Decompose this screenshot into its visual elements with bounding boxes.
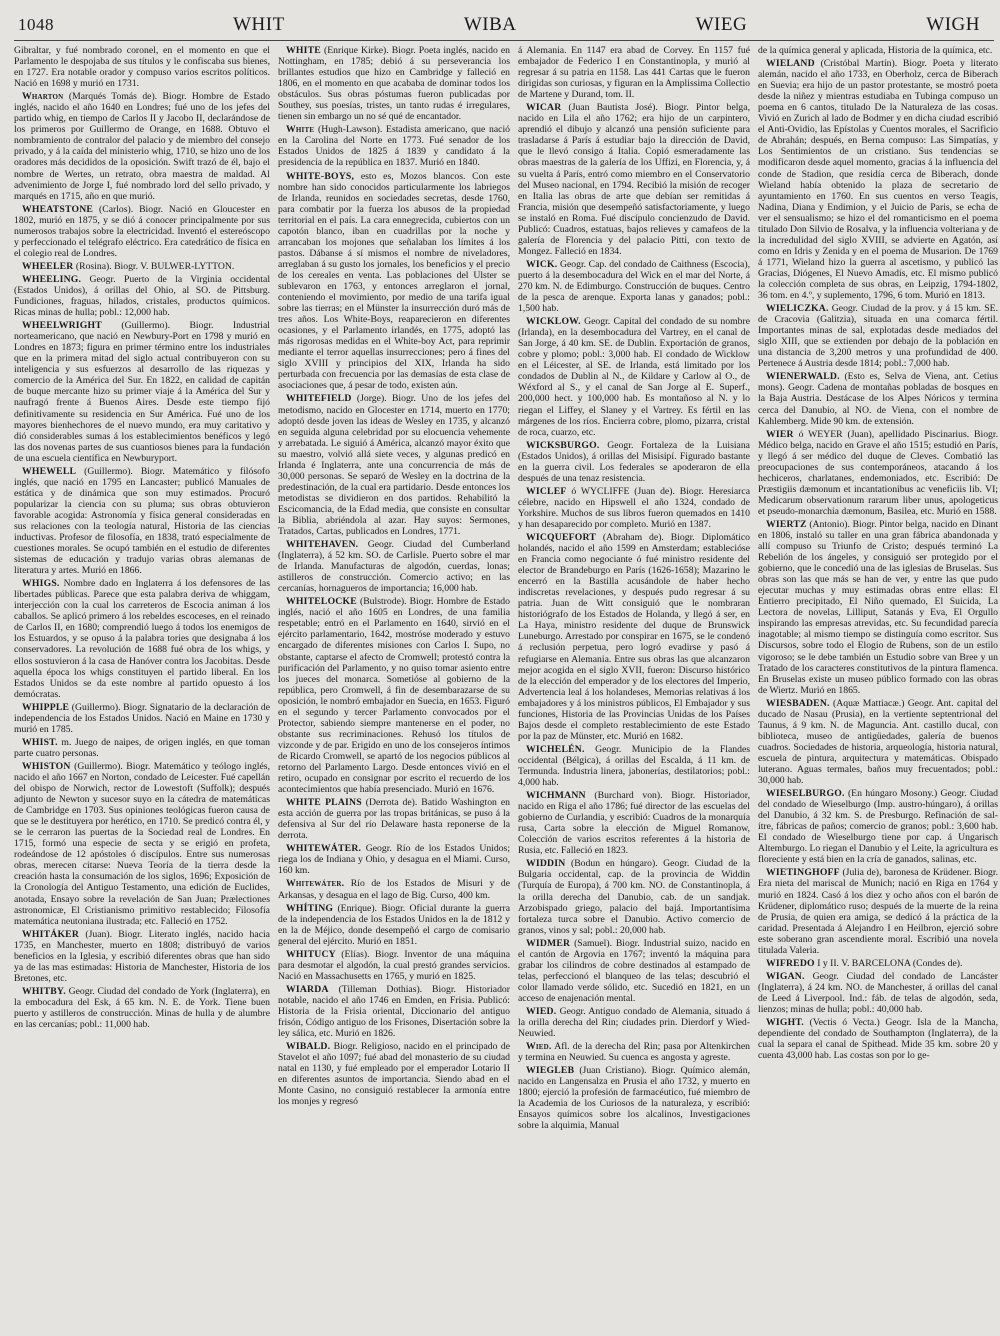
guide-word-3: WIEG <box>695 14 748 35</box>
entry-headword: WHITEWÁTER. <box>286 843 362 855</box>
entry-headword: WIETINGHOFF <box>766 867 840 879</box>
entry-headword: WHITE PLAINS <box>286 797 362 809</box>
entry <box>518 1041 750 1063</box>
entry <box>518 938 750 1004</box>
entry-headword: WIER <box>766 428 794 440</box>
entry <box>14 466 270 576</box>
entry-headword: WIDDIN <box>526 858 566 870</box>
entry-text: (Hugh-Lawson). Estadista americano, que nació en la Carolina del Norte en 1773. Fué senador de los Estados Unidos de 1825 á 1839 y candidato á la presidencia de la república en 1837. Murió en 1840. <box>278 124 510 169</box>
entry <box>758 303 998 369</box>
entry <box>14 761 270 927</box>
entry-text: (Samuel). Biogr. Industrial suizo, nacido en el cantón de Argovia en 1767; inventó la máquina para grabar los cilindros de cobre destinados al estampado de telas, perfeccionó el blanqueo de las telas; descubrió el color llamado verde sólido, etc. Sucedió en 1821, en un acceso de enajenación mental. <box>518 937 750 1004</box>
entry-headword: WHEWELL <box>22 465 77 477</box>
entry-headword: WHÍTING <box>286 902 334 914</box>
entry <box>14 45 270 89</box>
entry-headword: WHITÁKER <box>22 928 80 940</box>
entry-headword: WICKLOW. <box>526 316 581 328</box>
entry <box>518 1006 750 1039</box>
entry-text: (Juan Cristiano). Biogr. Químico alemán, nacido en Langensalza en Prusia el año 1732, y muerto en 1800; ejerció la profesión de farmacéutico, fué miembro de la Academia de los Curiosos de la naturaleza, y escribió: Ensayos químicos sobre los alcalinos, Investigaciones sobre la alquimia, Manual <box>518 1065 750 1132</box>
entry-headword: WHEELING. <box>22 273 82 285</box>
entry <box>518 532 750 742</box>
entry-headword: WHITEFIELD <box>286 393 352 405</box>
entry-text: (Julia de), baronesa de Krüdener. Biogr. Era nieta del mariscal de Munich; nació en Riga en 1764 y murió en 1824. Casó á los diez y ocho años con el barón de Krüdener, diplomático ruso; después de la muerte de la reina de Prusia, de quien era amiga, se dedicó á la práctica de la caridad. Presentada á Alejandro I en Heilbron, ejerció sobre este soberano gran ascendiente moral. Escribió una novela titulada Valeria. <box>758 867 998 956</box>
guide-word-1: WHIT <box>233 14 285 35</box>
entry <box>758 519 998 696</box>
entry-headword: WIBALD. <box>286 1041 331 1053</box>
running-header <box>14 14 994 38</box>
entry-headword: WHISTON <box>22 760 71 772</box>
entry-text: ó WYCLIFFE (Juan de). Biogr. Heresiarca célebre, nacido en Hipswell el año 1324, condado de Yorkshire. Muchos de sus libros fueron quemados en 1410 y han desaparecido por completo. Murió en 1387. <box>518 485 750 530</box>
entry <box>278 171 510 392</box>
entry-headword: WIENERWALD. <box>766 371 840 383</box>
entry-text: (Tilleman Dothias). Biogr. Historiador notable, nacido el año 1746 en Emden, en Frisia. Publicó: Historia de la Frisia oriental, Diccionario del antiguo frisón, Código antiguo de los Frisones, Disertación sobre la ley sálica, etc. Murió en 1826. <box>278 983 510 1040</box>
entry-text: Gibraltar, y fué nombrado coronel, en el momento en que el Parlamento le despojaba de sus títulos y le confiscaba sus bienes, en 1727. Era notable orador y compuso varios escritos políticos. Nació en 1698 y murió en 1731. <box>14 45 270 90</box>
entry-text: (Derrota de). Batido Washington en esta acción de guerra por las tropas británicas, se puso á la defensiva al Sur del río Delaware hasta reponerse de la derrota. <box>278 797 510 842</box>
entry-text: (En húngaro Mosony.) Geogr. Ciudad del condado de Wieselburgo (Imp. austro-húngaro), á orillas del Danubio, á 32 km. S. de Presburgo. Refinación de sal-ítre, fábricas de paños; comercio de granos; pobl.: 3,600 hab. El condado de Wieselburgo tiene por cap. á Ungarisch Altemburgo. Lo riegan el Danubio y el Leite, la agricultura es floreciente y está bien en la cría de ganados, salinas, etc. <box>758 788 998 866</box>
entry-text: esto es, Mozos blancos. Con este nombre han sido conocidos particularmente los labriegos de Irlanda, reunidos en sociedades secretas, desde 1760, para combatir por la fuerza los abusos de la propiedad territorial en el país. La cara ennegrecida, cubiertos con un capotón blanco, iban en cuadrillas por la noche y arrancaban los mojones que señalaban los límites á los pastos. Dábanse á sí mismos el nombre de niveladores, arreglaban á su gusto los jornales, los beneficios y el precio de los cereales en venta. Las poblaciones del Ulster se sublevaron en 1763, y entonces arreglaron el jornal, conteniendo el movimiento, por medio de una tarifa igual sobre las tierras; en el Münster la insurrección duró más de tres años. Los White-Boys, reaparecieron en diferentes ocasiones, y el Parlamento irlandés, en 1775, adoptó las más rigorosas medidas en el White-boy Act, para reprimir mediante el terror aquellas insurrecciones; pero á fines del siglo XVIII y principios del XIX, Irlanda ha sido perturbada con frecuencia por las demasías de esta clase de asociaciones que, á pesar de todo, existen aún. <box>278 170 510 392</box>
entry-text: Geogr. Ciudad del condado de York (Inglaterra), en la embocadura del Esk, á 65 km. N. E. de York. Tiene buen puerto y astilleros de construcción. Minas de hulla y de alumbre en las cercanías; pobl.: 11,000 hab. <box>14 985 270 1031</box>
entry-text: (Guillermo). Biogr. Matemático y teólogo inglés, nacido el año 1667 en Norton, condado de Leicester. Fué capellán del obispo de Norwich, rector de Lowestoft (Suffolk); después adjunto de Newton y sucesor suyo en la cátedra de matemáticas de Cambridge en 1703. Sus opiniones teológicas fueron causa de que se le destituyera por herético, en 1710. Se predicó contra él, y se le cerraron las puertas de la Sociedad real de Londres. En 1715, formó una especie de secta y se erigió en profeta, rodeándose de 12 apóstoles ó discípulos. Entre sus numerosas obras, merecen citarse: Nueva Teoría de la tierra desde la creación hasta la consumación de los siglos, 1696; Exposición de la Cronología del Antiguo Testamento, una edición de Euclides, anotada, Ensayo sobre la revelación de San Juan; Prælectiones astronomicæ, El Cristianismo primitivo restablecido; Filosofía matemática neutoniana ilustrada; etc. Falleció en 1752. <box>14 760 270 927</box>
entry <box>758 971 998 1015</box>
column-1 <box>14 45 270 1333</box>
entry-headword: WIERTZ <box>766 518 807 530</box>
column-4 <box>758 45 998 1333</box>
entry <box>758 788 998 865</box>
entry <box>14 91 270 201</box>
entry-text: Geogr. Ciudad del condado de Lancáster (Inglaterra), á 24 km. NO. de Manchester, á orillas del canal de Leed á Liverpool. Ind.: fáb. de telas de algodón, seda, lienzos; minas de hulla; pobl.: 40,000 hab. <box>758 970 998 1015</box>
entry <box>758 958 998 969</box>
entry-text: (Marqués Tomás de). Biogr. Hombre de Estado inglés, nacido el año 1640 en Londres; fué uno de los jefes del partido whig, en tiempo de Carlos II y Jacobo II, declarándose de los primeros por Guillermo de Orange, en 1688. Obtuvo el nombramiento de contralor del palacio y de miembro del consejo privado, y á la caída del ministerio whig, 1710, se hizo uno de los oradores más decididos de la oposición. Swift trazó de él, bajo el nombre de Wertes, un retrato, obra maestra de maldad. Al advenimiento de Jorge I, fué nombrado lord del sello privado, y marqués en 1715, año en que murió. <box>14 91 270 202</box>
entry-headword: WIGHT. <box>766 1017 804 1029</box>
entry-headword: Wied. <box>526 1041 552 1053</box>
entry <box>278 903 510 947</box>
entry-headword: WICHELÉN. <box>526 743 585 755</box>
entry <box>14 986 270 1030</box>
entry-text: Geogr. Ciudad del Cumberland (Inglaterra), á 52 km. SO. de Carlisle. Puerto sobre el mar de Irlanda. Manufacturas de algodón, cuerdas, lonas; astilleros de construcción. Comercio activo; en las cercanías, hornagueros de importancia; 16,000 hab. <box>278 539 510 595</box>
entry <box>14 578 270 700</box>
entry-text: (Enrique). Biogr. Oficial durante la guerra de la independencia de los Estados Unidos en la de 1812 y en la de Méjico, donde desempeñó el cargo de comisario general del ejército. Murió en 1851. <box>278 902 510 947</box>
entry <box>518 1065 750 1131</box>
entry <box>758 429 998 517</box>
entry-text: (Enrique Kirke). Biogr. Poeta inglés, nacido en Nottingham, en 1785; debió á su perseverancia los brillantes estudios que hizo en Cambridge y falleció en 1806, en el momento en que acababa de dominar todos los obstáculos. Sus obras póstumas fueron publicadas por Southey, sus poesías, tristes, un tanto rudas é irregulares, tienen sin embargo un no sé qué de encantador. <box>278 45 510 123</box>
entry-text: Río de los Estados de Misuri y de Arkansas, y desagua en el lago de Big. Curso, 400 km. <box>278 878 510 901</box>
entry <box>14 274 270 318</box>
entry-text: Geogr. Capital del condado de su nombre (Irlanda), en la desembocadura del Vartrey, en el canal de San Jorge, á 40 km. SE. de Dublin. Exportación de granos, cobre y plomo; pobl.: 3,000 hab. El condado de Wicklow en el Léicester, al SE. de Irlanda, está limitado por los condados de Dublin al N., de Kildare y Carlow al O., de Wéxford al S., y el canal de San Jorge al E. Superf., 200,000 hect. y 100,000 hab. Es montañoso al N. y lo riegan el Liffey, el Slaney y el Vartrey. Es fértil en las márgenes de los ríos. Encierra cobre, plomo, pizarra, cristal de roca, cuarzo, etc. <box>518 316 750 438</box>
entry-text: Afl. de la derecha del Rin; pasa por Altenkirchen y termina en Neuwied. Su cuenca es angosta y agreste. <box>518 1041 750 1064</box>
entry-text: (Guillermo). Biogr. Matemático y filósofo inglés, que nació en 1795 en Lancaster; publicó Manuales de estática y de dinámica que son muy estimados. Procuró popularizar la ciencia con su pluma; sus obras obtuvieron favorable acogida: Astronomía y física general consideradas en sus relaciones con la teología natural, Historia de las ciencias inductivas. Profesor de filosofía, en 1838, trató especialmente de cuestiones morales. Se ocupó también en el estudio de diferentes sistemas de educación y tradujo varias obras alemanas de literatura y artes. Murió en 1866. <box>14 465 270 577</box>
entry-headword: WHIGS. <box>22 578 60 590</box>
entry <box>518 102 750 257</box>
entry <box>518 259 750 314</box>
entry-headword: WICHMANN <box>526 790 586 802</box>
guide-word-2: WIBA <box>463 14 517 35</box>
entry-headword: WHITBY. <box>22 985 66 997</box>
entry-headword: WHIST. <box>22 736 58 748</box>
entry-headword: WIARDA <box>286 983 329 995</box>
entry-text: Geogr. Cap. del condado de Caithness (Escocia), puerto á la desembocadura del Wick en el mar del Norte, á 270 km. N. de Edimburgo. Construcción de buques. Centro de la pesca de arenque. Exporta lanas y ganados; pobl.: 1,500 hab. <box>518 258 750 315</box>
entry-text: Geogr. Fortaleza de la Luisiana (Estados Unidos), á orillas del Misisipí. Figurado bastante en la guerra civil. Los federales se apoderaron de ella después de una tenaz resistencia. <box>518 439 750 484</box>
entry-headword: WHEELER <box>22 260 74 272</box>
entry-headword: WIDMER <box>526 937 571 949</box>
entry <box>758 58 998 301</box>
entry-text: (Jorge). Biogr. Uno de los jefes del metodismo, nacido en Glocester en 1714, muerto en 1770; adoptó desde joven las ideas de Wesley en 1735, y alcanzó en seguida alguna celebridad por su elocuencia vehemente y arrebatada. Le siguió á América, alcanzó mayor éxito que su maestro, volvió allá siete veces, y algunas predicó en Irlanda é Inglaterra, ante una concurrencia de más de 30,000 personas. Se separó de Wesley en la doctrina de la predestinación, de la cual era partidario. Desde entonces los metodistas se dividieron en dos partidos. Rehabilitó la Escicomancia, de la Edad media, que consiste en consultar la Biblia, abriéndola al azar. Hay suyos: Sermones, Tratados, Cartas, publicados en Londres, 1771. <box>278 393 510 538</box>
entry <box>278 539 510 594</box>
entry <box>278 1041 510 1107</box>
entry-headword: WIGAN. <box>766 970 805 982</box>
entry <box>278 878 510 900</box>
text-columns <box>14 45 998 1333</box>
entry <box>278 949 510 982</box>
entry-headword: WIESBADEN. <box>766 697 830 709</box>
entry-text: Geogr. Municipio de la Flandes occidental (Bélgica), á orillas del Escalda, á 11 km. de Termunda. Industria linera, jabonerías, destilatorios; pobl.: 4,000 hab. <box>518 743 750 789</box>
entry-headword: White <box>286 124 315 136</box>
entry-text: (Guillermo). Biogr. Industrial norteamericano, que nació en Newbury-Port en 1798 y murió en Londres en 1873; figura en primer término entre los industriales que en la primera mitad del siglo actual contribuyeron con su inteligencia y sus esfuerzos al desarrollo de las riquezas y comercio de la América del Sur. En 1822, en calidad de capitán de buque mercante hizo su primer viaje á la América del Sur y naufragó frente á Buenos Aires. Desde este tiempo fijó definitivamente su residencia en Sur América. Fué uno de los mayores bienhechores de el nuevo mundo, era muy caritativo y dió considerables sumas á los establecimientos benéficos y legó las dos novenas partes de sus cuantiosos bienes para la fundación de una escuela científica en Newburyport. <box>14 320 270 464</box>
entry-text: (Vectis ó Vecta.) Geogr. Isla de la Mancha, dependiente del condado de Southampton (Inglaterra), de la cual la separa el canal de Spithead. Mide 35 km. sobre 20 y cuenta 43,000 hab. Las costas son por lo ge- <box>758 1017 998 1062</box>
entry-text: (Burchard von). Biogr. Historiador, nacido en Riga el año 1786; fué director de las escuelas del gobierno de Curlandia, y escribió: Cuadros de la monarquía rusa, Carta sobre la elección de Miguel Romanow, Colección de varios escritos referentes á la historia de Rusia, etc. Falleció en 1823. <box>518 790 750 857</box>
entry-headword: WIEGLEB <box>526 1065 575 1077</box>
entry-text: (Juan Bautista José). Biogr. Pintor belga, nacido en Lila el año 1762; era hijo de un carpintero, aprendió el dibujo y alcanzó una pensión suficiente para trasladarse á París á estudiar bajo la dirección de David, que le llevó consigo á Italia. Copió esmeradamente las obras maestras de la galería de los Uffizi, en Florencia, y, á su vuelta á París, entró como miembro en el Conservatorio del Museo nacional, en 1794. Recibió la misión de recoger en Italia las obras de arte que debían ser remitidas á Francia, misión que desempeñó satisfactoriamente, y luego se instaló en Roma. Fué discípulo concienzudo de David. Publicó: Cuadros, estatuas, bajos relieves y camafeos de la galería de Florencia y del palacio Pitti, con texto de Mongez. Falleció en 1834. <box>518 102 750 257</box>
entry-headword: WICK. <box>526 258 558 270</box>
entry-headword: WIESELBURGO. <box>766 788 845 800</box>
entry <box>278 45 510 122</box>
entry-headword: WICLEF <box>526 485 567 497</box>
entry-headword: WHEATSTONE <box>22 203 94 215</box>
entry <box>14 261 270 272</box>
entry <box>14 929 270 984</box>
entry <box>518 790 750 856</box>
entry <box>518 858 750 935</box>
entry-headword: WIELAND <box>766 58 815 70</box>
entry-text: (Rosina). Biogr. V. BULWER-LYTTON. <box>75 260 235 272</box>
entry-text: ó WEYER (Juan), apellidado Piscinarius. Biogr. Médico belga, nacido en Grave el año 1515; estudió en París, y llegó á ser médico del duque de Cleves. Combatió las preocupaciones de sus contemporáneos, atacando á los hechiceros, charlatanes, endemoniados, etc. Escribió: De Præstigiis dæmonum et incantationibus ac veneficiis lib. VI; Medicarum observationum rararum liber unus, apologeticus et pseudo-monarchia dæmonum, Basilea, etc. Murió en 1588. <box>758 428 998 517</box>
entry-text: de la química general y aplicada, Historia de la química, etc. <box>758 45 993 56</box>
entry-text: (Esto es, Selva de Viena, ant. Cetius mons). Geogr. Cadena de montañas pobladas de bosques en la Baja Austria. Destácase de los Alpes Nóricos y termina cerca del Danubio, al NO. de Viena, con el nombre de Kahlemberg. Mide 90 km. de extensión. <box>758 371 998 427</box>
entry-headword: WHEELWRIGHT <box>22 320 102 332</box>
entry-text: (Abraham de). Biogr. Diplomático holandés, nacido el año 1599 en Amsterdam; establecióse en Francia como negociante ó fué ministro residente del elector de Brandeburgo en París (1626-1658); Mazarino le encerró en la Bastilla acusándole de haber hecho indiscretas revelaciones, y después pudo regresar á su patria. Juan de Witt consiguió que le nombraran historiógrafo de los Estados de Holanda, y llegó á ser, en La Haya, ministro residente del duque de Brunswick Luneburgo. Arrestado por conspirar en 1675, se le condenó á reclusión perpetua, pero logró evadirse y pasó á refugiarse en Alemania. Entre sus obras las que alcanzaron mejor acogida en el siglo XVII, fueron: Discurso histórico de la elección del emperador y de los electores del Imperio, Advertencia leal á los holandeses, Memorias relativas á los embajadores y á los ministros públicos, El Embajador y sus funciones, Historia de las Provincias Unidas de los Países Bajos desde el completo restablecimiento de este Estado por la paz de Münster, etc. Murió en 1682. <box>518 532 750 742</box>
entry <box>518 440 750 484</box>
entry <box>758 45 998 56</box>
entry <box>278 984 510 1039</box>
entry-headword: WHIPPLE <box>22 701 70 713</box>
entry-headword: WHITEHAVEN. <box>286 539 359 551</box>
entry-text: Geogr. Ciudad de la prov. y á 15 km. SE. de Cracovia (Galitzia), situada en una comarca fértil. Importantes minas de sal, explotadas desde mediados del siglo XIII, que se extienden por debajo de la población en una distancia de 3,200 metros y una profundidad de 400. Pertenece á Austria desde 1814; pobl.: 7,000 hab. <box>758 303 998 370</box>
entry-headword: WHITUCY <box>286 948 336 960</box>
guide-word-4: WIGH <box>926 14 980 35</box>
entry-headword: WIFREDO <box>766 957 815 969</box>
entry-headword: WICQUEFORT <box>526 532 597 544</box>
entry <box>278 843 510 876</box>
entry <box>14 702 270 735</box>
entry-text: (Guillermo). Biogr. Signatario de la declaración de independencia de los Estados Unidos. Nació en Maine en 1730 y murió en 1785. <box>14 701 270 735</box>
entry-text: Geogr. Antiguo condado de Alemania, situado á la orilla derecha del Rin; ciudades prin. Dierdorf y Wied-Neuwied. <box>518 1005 750 1040</box>
entry <box>758 371 998 426</box>
entry <box>518 744 750 788</box>
entry <box>518 486 750 530</box>
entry-text: (Elías). Biogr. Inventor de una máquina para desmotar el algodón, la cual prestó grandes servicios. Nació en Massachusetts en 1765, y murió en 1825. <box>278 948 510 982</box>
entry <box>758 867 998 955</box>
entry-headword: Wharton <box>22 91 64 103</box>
entry-text: Geogr. Puerto de la Virginia occidental (Estados Unidos), á orillas del Ohio, al SO. de Pittsburg. Fundiciones, fraguas, hilados, cristales, productos químicos. Ricas minas de hulla; pobl.: 12,000 hab. <box>14 273 270 319</box>
entry-headword: WHITE <box>286 45 321 56</box>
entry <box>278 596 510 795</box>
entry-text: (Juan). Biogr. Literato inglés, nacido hacia 1735, en Manchester, muerto en 1808; distribuyó de varios beneficios en la Iglesia, y escribió diferentes obras que han sido ya de las mas estimadas: Historia de Manchester, Historia de los Bretones, etc. <box>14 928 270 984</box>
entry <box>278 797 510 841</box>
column-2 <box>278 45 510 1333</box>
entry <box>278 393 510 537</box>
entry <box>14 204 270 259</box>
entry-text: Geogr. Río de los Estados Unidos; riega los de Indiana y Ohio, y desagua en el Miami. Curso, 160 km. <box>278 843 510 877</box>
entry-headword: WICKSBURGO. <box>526 439 600 451</box>
column-3 <box>518 45 750 1333</box>
entry-text: (Carlos). Biogr. Nació en Gloucester en 1802, murió en 1875, y se dió á conocer principalmente por sus numerosos trabajos sobre la electricidad. Inventó el estereóscopo y perfeccionado el telégrafo eléctrico. Era catedrático de física en el colegio real de Londres. <box>14 203 270 259</box>
entry-text: Nombre dado en Inglaterra á los defensores de las libertades públicas. Parece que esta palabra deriva de whiggam, interjección con la cual los carreteros de Escocia animan á los caballos. Se aplicó primero á los rebeldes escoceses, en el reinado de Carlos II, en 1680; comprendió luego á todos los enemigos de los Estuardos, y se opuso á la palabra tories que designaba á los conservadores. La revolución de 1688 fué obra de los whigs, y ellos sostuvieron á la casa de Hanóver contra los Jacobitas. Desde aquella época los whigs constituyen el partido liberal. En los Estados Unidos se da este nombre al partido opuesto á los demócratas. <box>14 578 270 700</box>
entry <box>758 1017 998 1061</box>
entry-text: (Cristóbal Martín). Biogr. Poeta y literato alemán, nacido el año 1733, en Oberholz, cerca de Biberach en Suevia; era hijo de un pastor protestante, se mostró poeta desde la niñez y mientras estudiaba en Tubinga compuso un poema en 6 cantos, titulado De la Naturaleza de las cosas. Vivió en Zurich al lado de Bodmer y en dicha ciudad escribió el Anti-Ovidio, las Epístolas y Cuentos morales, el Sacrificio de Abrahán; después, en Berna compuso: Las Simpatías, y Los Sentimientos de un cristiano. Sus tendencias se modificaron desde aquel momento, gracias á la influencia del conde de Stadion, que residía cerca de Biberach, donde Wieland había obtenido la plaza de secretario de ayuntamiento en 1760. En sus cuentos en verso Teagis, Nadina, Diana y Endimion, y el Juicio de Paris, se echa de ver el sensualismo; se hizo el del romanticismo en el poema titulado Don Silvio de Rosalva, y la influencia volteriana y de la incredulidad del siglo XVIII, se advierte en Agatón, así como en Idris y Zenida y en el poema de Musarion. De 1769 á 1771, Wieland hizo la guerra al ascetismo, y publicó las Gracias, Diógenes, El Nuevo Amadís, etc. El mismo publicó la colección completa de sus obras, en Leipzig, 1794-1802, 36 tom. en 4.º, y suplemento, 1796, 6 tom. Murió en 1813. <box>758 58 998 302</box>
entry <box>14 737 270 759</box>
entry-text: (Aquæ Mattiacæ.) Geogr. Ant. capital del ducado de Nasau (Prusia), en la vertiente septentrional del Taunus, á 9 km. N. de Maguncia. Ant. castillo ducal, con biblioteca, museo de antigüedades, galería de buenos cuadros. Sociedades de historia, arqueología, historia natural, escuela de pintura, arquitectura y matemáticas. Obispado luterano. Aguas termales, baños muy frecuentados; pobl.: 30,000 hab. <box>758 697 998 787</box>
entry <box>518 316 750 438</box>
entry-text: m. Juego de naipes, de origen inglés, en que toman parte cuatro personas. <box>14 736 270 759</box>
entry-headword: WIELICZKA. <box>766 303 829 315</box>
entry-text: (Antonio). Biogr. Pintor belga, nacido en Dinant en 1806, instaló su taller en una gran fábrica abandonada y allí compuso su Triunfo de Cristo; después terminó La Rebelión de los ángeles, y consiguió ser protegido por el gobierno, que le concedió una de las iglesias de Bruselas. Sus obras son las que más se han de ver, y entre las que pudo ejecutar muchas y muy estimadas obras entre ellas: El Entierro precipitado, El Niño quemado, El Suicida, La Lectora de novelas, Lilliput, Satanás y Eva, El Orgullo inspirando las empresas atrevidas, etc. Su fecundidad parecía inagotable; al mismo tiempo se distinguía como escritor. Sus Discursos, sobre todo el Elogio de Rubens, son de un estilo vigoroso; se le debe también un Estudio sobre van Bree y un Tratado de los caracteres constitutivos de la pintura flamenca. En Bruselas existe un museo público formado con las obras de Wiertz. Murió en 1865. <box>758 518 998 696</box>
header-rule <box>14 40 994 41</box>
entry-headword: WIED. <box>526 1005 557 1017</box>
entry-headword: Whitewáter. <box>286 878 345 890</box>
entry-text: á Alemania. En 1147 era abad de Corvey. En 1157 fué embajador de Federico I en Constantinopla, y murió al regresar á su patria en 1158. Las 441 Cartas que le fueron dirigidas son curiosas, y figuran en la Amplissima Collectio de Martene y Durand, tom. II. <box>518 45 750 101</box>
entry <box>278 124 510 168</box>
entry-headword: WHITE-BOYS, <box>286 170 355 182</box>
entry <box>14 320 270 464</box>
entry-text: I y II. V. BARCELONA (Condes de). <box>817 957 963 969</box>
entry-headword: WICAR <box>526 102 562 114</box>
entry-text: Biogr. Religioso, nacido en el principado de Stavelot el año 1097; fué abad del monasterio de su ciudad natal en 1130, y fué empleado por el emperador Lotario II en diferentes asuntos de importancia. Siendo abad en el Monte Casino, no consiguió restablecer la armonía entre los monjes y regresó <box>278 1041 510 1108</box>
entry <box>518 45 750 100</box>
page-number: 1048 <box>18 15 54 34</box>
entry-headword: WHITELOCKE <box>286 596 357 608</box>
entry-text: (Bulstrode). Biogr. Hombre de Estado inglés, nació el año 1605 en Londres, de una familia respetable; entró en el Parlamento en 1640, sirvió en el ejército parlamentario, 1642, mostróse moderado y estuvo encargado de diferentes misiones con Carlos I. Supo, no obstante, captarse el afecto de Cromwell; protestó contra la purificación del Parlamento, y no quiso tomar asiento entre los jueces del monarca. Sometióse al gobierno de la república, pero Cromwell, á fin de desembarazarse de su oposición, le nombró embajador en Suecia, en 1653. Figuró en el segundo y tercer Parlamento convocados por el Protector, sabiendo siempre mantenerse en el poder, no obstante sus recriminaciones. Rehusó los títulos de vizconde y de par. Erigido en uno de los consejeros íntimos de Ricardo Cromwell, se apartó de los negocios públicos al retorno del Parlamento Largo. Desde entonces vivió en el retiro, ocupado en consignar por escrito el recuerdo de los acontecimientos que había presenciado. Murió en 1676. <box>278 596 510 796</box>
entry-text: (Bodun en húngaro). Geogr. Ciudad de la Bulgaria occidental, cap. de la provincia de Widdin (Turquía de Europa), á 700 km. NO. de Constantinopla, á la orilla derecha del Danubio, cab. de un sandjak. Arzobispado griego, palacio del bajá. Importantísima fortaleza turca sobre el Danubio. Activo comercio de granos, vinos y sal; pobl.: 20,000 hab. <box>518 858 750 936</box>
entry <box>758 698 998 786</box>
